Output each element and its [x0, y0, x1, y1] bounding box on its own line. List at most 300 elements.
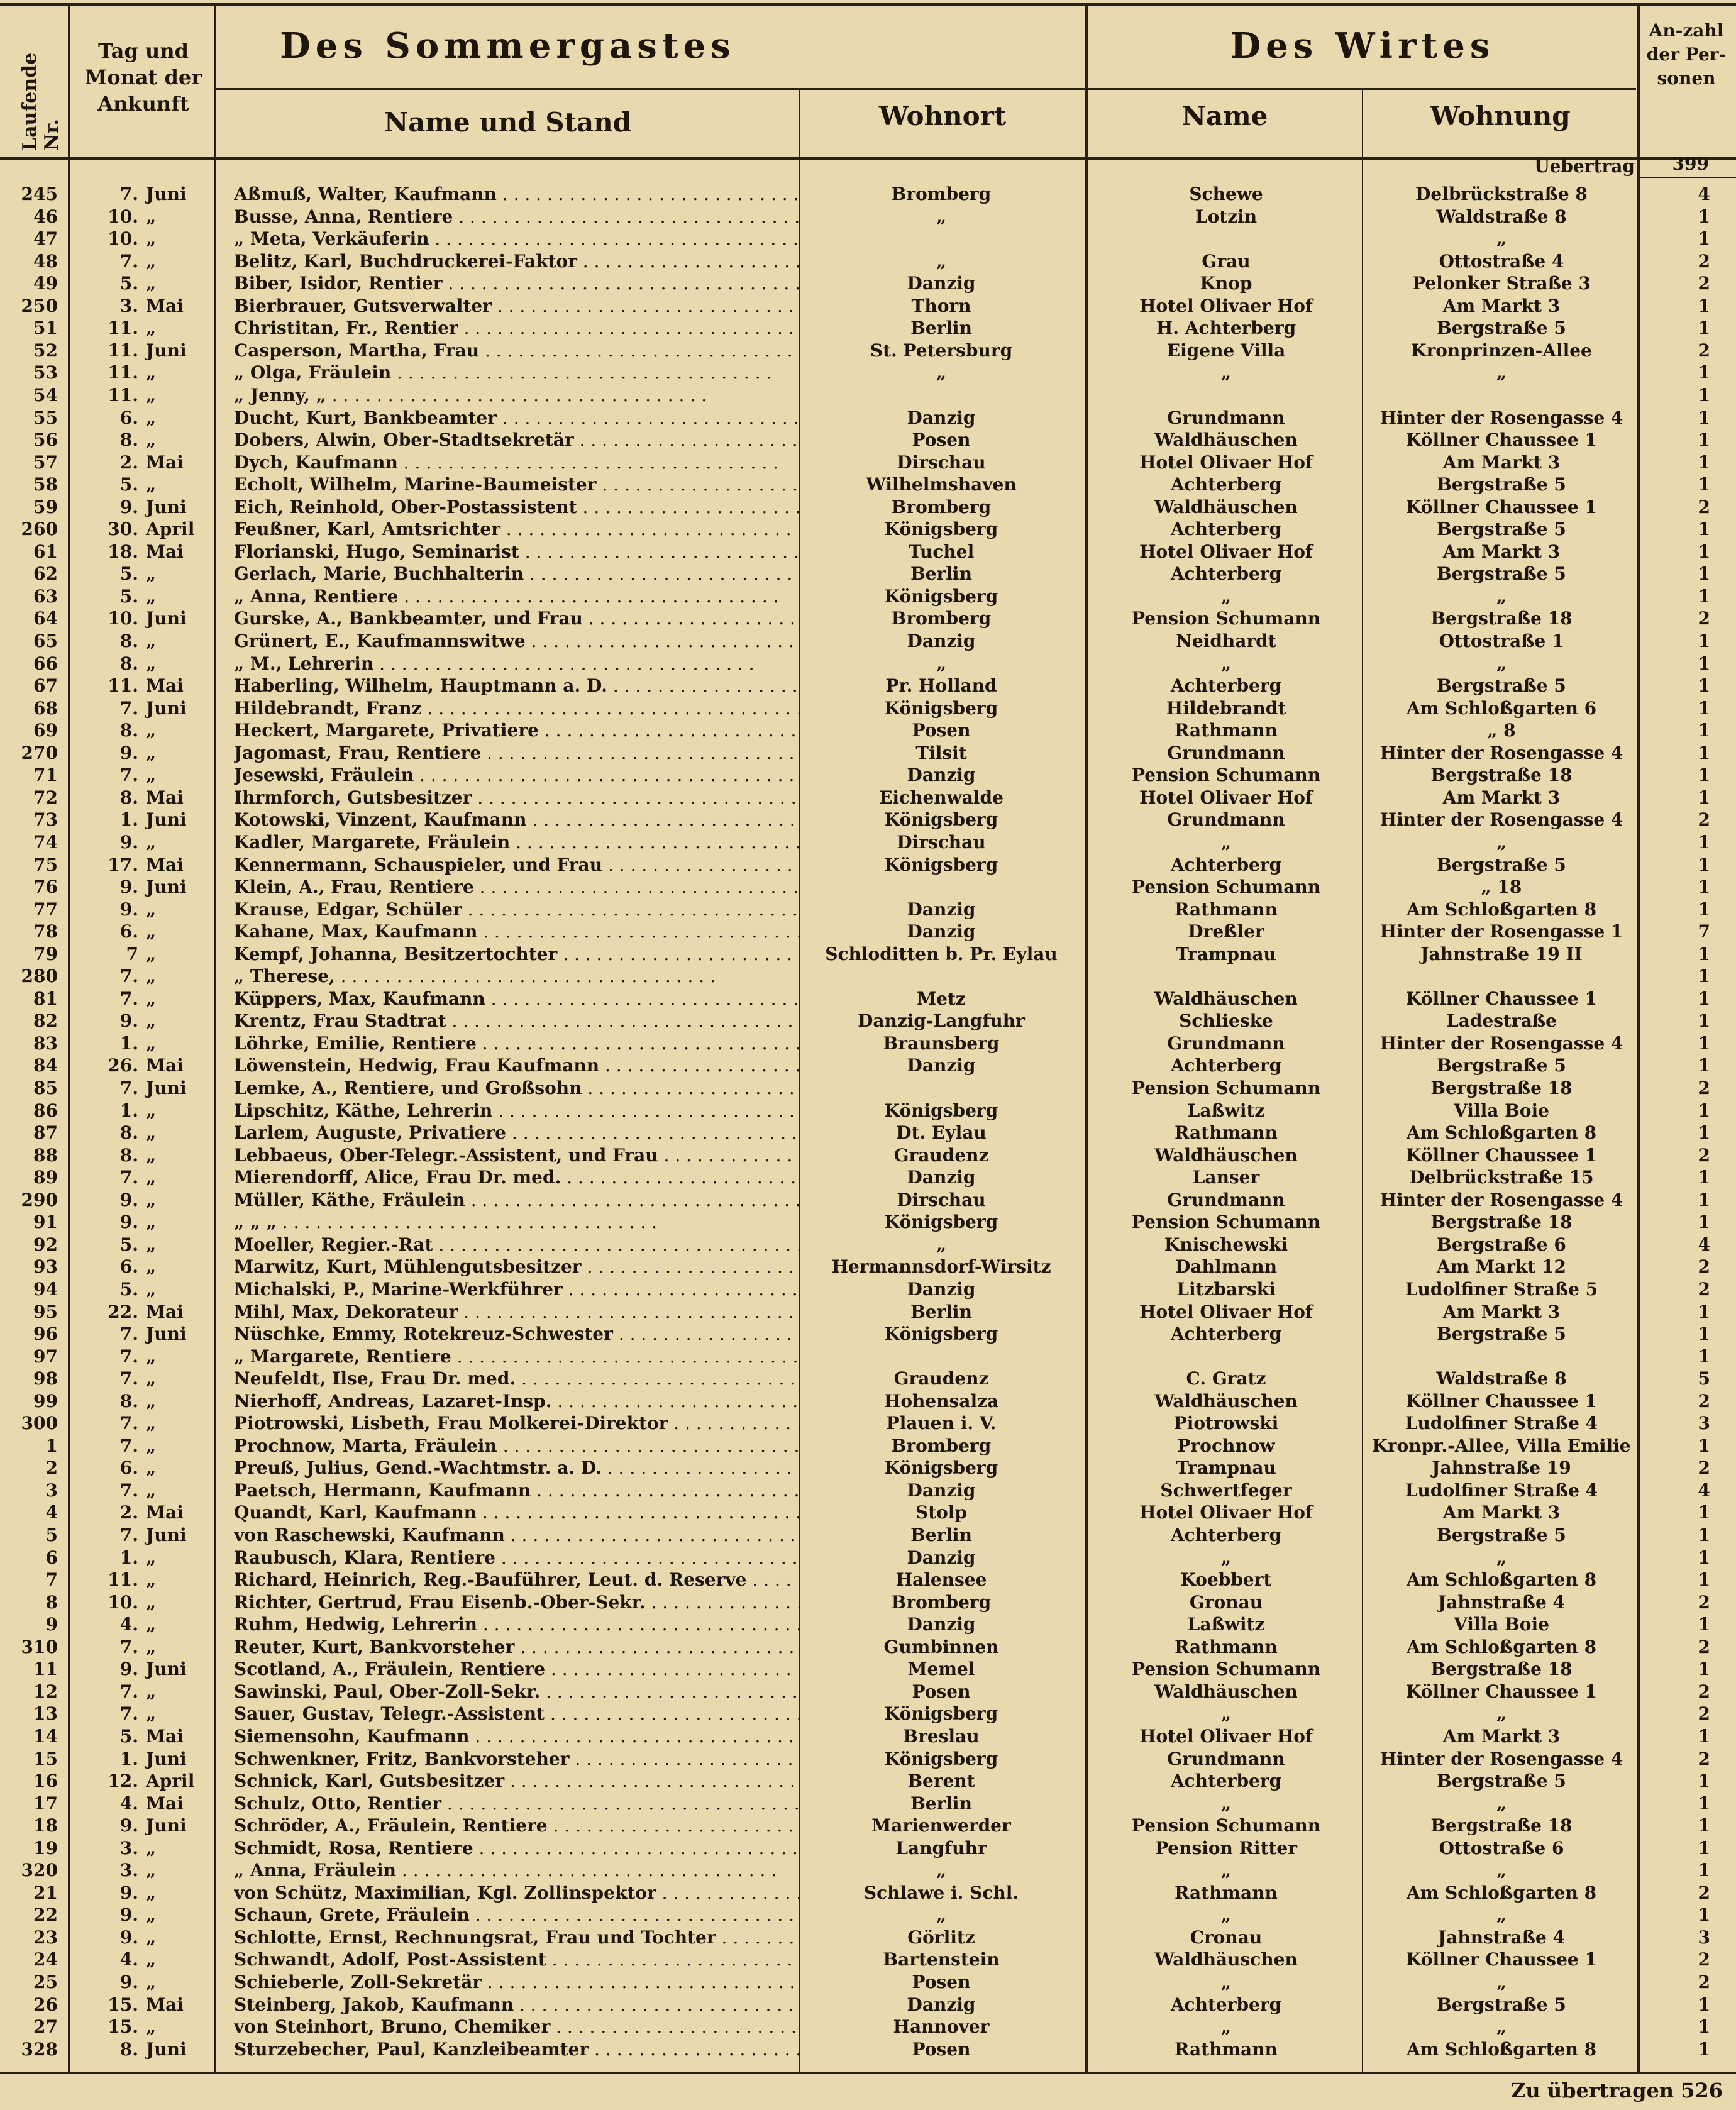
table-row — [0, 1703, 1736, 1725]
guest-residence: Tuchel — [908, 541, 975, 562]
arrival-day: 4. — [119, 1614, 138, 1635]
person-count: 1 — [1698, 1525, 1710, 1545]
host-name: Achterberg — [1170, 675, 1282, 697]
table-row — [0, 1367, 1736, 1389]
person-count: 1 — [1698, 1435, 1710, 1456]
arrival-month: „ — [146, 318, 157, 339]
guest-name: Busse, Anna, Rentiere . . . — [234, 206, 800, 228]
entry-number: 59 — [33, 496, 58, 517]
entry-number: 49 — [33, 273, 58, 294]
guest-residence: „ — [936, 206, 947, 227]
guest-residence: „ — [936, 250, 947, 272]
arrival-day: 6. — [119, 921, 138, 942]
guest-name: Gerlach, Marie, Buchhalterin . . . — [234, 563, 800, 585]
arrival-day: 7. — [119, 1345, 138, 1367]
host-name: Achterberg — [1170, 1055, 1282, 1076]
person-count: 1 — [1698, 742, 1710, 763]
carry-label: Uebertrag — [1534, 156, 1635, 177]
guest-residence: Bromberg — [891, 184, 992, 204]
arrival-month: „ — [146, 1547, 157, 1568]
arrival-day: 5. — [119, 1278, 138, 1300]
entry-number: 15 — [33, 1748, 58, 1769]
guest-residence: Schloditten b. Pr. Eylau — [825, 943, 1058, 964]
arrival-day: 6. — [119, 407, 138, 428]
entry-number: 84 — [33, 1055, 58, 1076]
table-row — [0, 831, 1736, 853]
table-row — [0, 2016, 1736, 2038]
host-name: Grundmann — [1167, 1189, 1285, 1210]
host-address: Am Markt 3 — [1442, 1301, 1561, 1322]
arrival-day: 15. — [108, 1994, 138, 2015]
person-count: 1 — [1698, 2016, 1710, 2038]
host-name: Waldhäuschen — [1154, 429, 1298, 451]
person-count: 1 — [1698, 854, 1710, 875]
host-address: Bergstraße 5 — [1437, 1055, 1566, 1076]
entry-number: 64 — [33, 608, 58, 629]
guest-name: Bierbrauer, Gutsverwalter . . . — [234, 295, 800, 317]
guest-residence: Berlin — [910, 1525, 972, 1545]
arrival-day: 8. — [119, 2038, 138, 2060]
guest-name: Aßmuß, Walter, Kaufmann . . . — [234, 183, 800, 205]
arrival-day: 22. — [108, 1301, 138, 1322]
table-row — [0, 1032, 1736, 1054]
person-count: 4 — [1698, 1234, 1710, 1255]
guest-residence: Eichenwalde — [879, 787, 1003, 808]
guest-residence: Danzig — [907, 631, 976, 651]
host-name: Rathmann — [1175, 720, 1278, 741]
entry-number: 25 — [33, 1972, 58, 1992]
table-row — [0, 1122, 1736, 1144]
entry-number: 83 — [33, 1032, 58, 1054]
arrival-month: Mai — [146, 1502, 184, 1523]
guest-residence: Danzig-Langfuhr — [858, 1010, 1025, 1032]
guest-name: Neufeldt, Ilse, Frau Dr. med. . . . — [234, 1367, 800, 1389]
bottom-rule — [0, 2072, 1736, 2074]
arrival-day: 7. — [119, 1413, 138, 1434]
table-row — [0, 1524, 1736, 1546]
entry-number: 18 — [33, 1815, 58, 1837]
guest-residence: Bartenstein — [883, 1949, 1000, 1970]
guest-name: Michalski, P., Marine-Werkführer . . . — [234, 1278, 800, 1300]
guest-residence: Danzig — [907, 765, 976, 786]
arrival-month: „ — [146, 1278, 157, 1300]
header-wohnung: Wohnung — [1430, 101, 1571, 131]
guest-name: Casperson, Martha, Frau . . . — [234, 340, 800, 362]
arrival-day: 10. — [108, 608, 138, 629]
guest-name: „ Jenny, „ . . . — [234, 384, 800, 406]
guest-name: Steinberg, Jakob, Kaufmann . . . — [234, 1994, 800, 2016]
person-count: 1 — [1698, 1189, 1710, 1210]
entry-number: 8 — [45, 1591, 58, 1613]
guest-name: Grünert, E., Kaufmannswitwe . . . — [234, 630, 800, 652]
table-row — [0, 1904, 1736, 1926]
footer-total: Zu übertragen 526 — [1511, 2079, 1723, 2102]
arrival-day: 2. — [119, 451, 138, 473]
arrival-month: „ — [146, 921, 157, 942]
entry-number: 260 — [21, 519, 58, 540]
guest-name: Schaun, Grete, Fräulein . . . — [234, 1904, 800, 1926]
header-laufende-nr: Laufende Nr. — [19, 52, 63, 151]
table-row — [0, 473, 1736, 495]
arrival-day: 8. — [119, 429, 138, 451]
arrival-day: 1. — [119, 1547, 138, 1568]
host-address: Am Markt 3 — [1442, 787, 1561, 808]
entry-number: 89 — [33, 1167, 58, 1188]
guest-name: Larlem, Auguste, Privatiere . . . — [234, 1122, 800, 1144]
arrival-month: „ — [146, 585, 157, 607]
host-address: „ 18 — [1481, 876, 1522, 898]
person-count: 1 — [1698, 1323, 1710, 1345]
host-address: Hinter der Rosengasse 4 — [1379, 809, 1623, 831]
host-name: „ — [1220, 2016, 1232, 2038]
guest-name: Sauer, Gustav, Telegr.-Assistent . . . — [234, 1703, 800, 1725]
entry-number: 55 — [33, 407, 58, 428]
arrival-month: April — [146, 1770, 195, 1792]
guest-name: Küppers, Max, Kaufmann . . . — [234, 988, 800, 1010]
guest-residence: Dt. Eylau — [896, 1122, 987, 1144]
arrival-day: 7. — [119, 250, 138, 272]
arrival-month: „ — [146, 250, 157, 272]
arrival-month: Juni — [146, 1323, 187, 1345]
table-row — [0, 1814, 1736, 1837]
entry-number: 71 — [33, 765, 58, 786]
person-count: 2 — [1698, 1636, 1710, 1657]
entry-number: 92 — [33, 1234, 58, 1255]
person-count: 2 — [1698, 340, 1710, 361]
person-count: 1 — [1698, 697, 1710, 719]
arrival-day: 7. — [119, 1525, 138, 1545]
host-address: Hinter der Rosengasse 4 — [1379, 1189, 1623, 1210]
person-count: 2 — [1698, 1390, 1710, 1411]
guest-residence: Königsberg — [884, 585, 998, 607]
person-count: 1 — [1698, 228, 1710, 250]
arrival-day: 5. — [119, 1725, 138, 1747]
person-count: 2 — [1698, 1078, 1710, 1098]
person-count: 1 — [1698, 787, 1710, 808]
table-row — [0, 920, 1736, 942]
host-address: Am Schloßgarten 8 — [1406, 898, 1597, 920]
entry-number: 245 — [21, 184, 58, 204]
entry-number: 63 — [33, 585, 58, 607]
entry-number: 48 — [33, 250, 58, 272]
host-address: Waldstraße 8 — [1436, 1368, 1567, 1389]
guest-residence: Graudenz — [893, 1144, 989, 1166]
arrival-month: „ — [146, 1234, 157, 1255]
arrival-month: Mai — [146, 541, 184, 562]
person-count: 2 — [1698, 1703, 1710, 1725]
arrival-month: „ — [146, 1636, 157, 1657]
person-count: 1 — [1698, 1122, 1710, 1144]
guest-name: Klein, A., Frau, Rentiere . . . — [234, 876, 800, 898]
table-row — [0, 1681, 1736, 1703]
host-name: Knischewski — [1164, 1234, 1288, 1255]
table-row — [0, 2038, 1736, 2060]
guest-residence: Königsberg — [884, 854, 998, 875]
arrival-month: Juni — [146, 496, 187, 517]
entry-number: 85 — [33, 1078, 58, 1098]
arrival-month: „ — [146, 720, 157, 741]
entry-number: 67 — [33, 675, 58, 697]
host-address: „ — [1496, 1860, 1507, 1881]
arrival-day: 8. — [119, 653, 138, 674]
host-address: Bergstraße 18 — [1430, 1212, 1573, 1233]
host-name: Trampnau — [1176, 1457, 1276, 1479]
person-count: 1 — [1698, 1792, 1710, 1814]
guest-residence: Thorn — [911, 295, 971, 316]
entry-number: 81 — [33, 988, 58, 1009]
guest-residence: „ — [936, 1234, 947, 1255]
guest-name: Moeller, Regier.-Rat . . . — [234, 1234, 800, 1256]
person-count: 2 — [1698, 1256, 1710, 1278]
table-row — [0, 228, 1736, 250]
person-count: 1 — [1698, 898, 1710, 920]
host-name: Rathmann — [1175, 1636, 1278, 1657]
table-row — [0, 1390, 1736, 1412]
person-count: 2 — [1698, 1882, 1710, 1903]
arrival-month: Juni — [146, 697, 187, 719]
host-address: Ottostraße 4 — [1439, 250, 1564, 272]
arrival-month: Juni — [146, 608, 187, 629]
host-address: Am Markt 3 — [1442, 1502, 1561, 1523]
host-address: Am Schloßgarten 6 — [1406, 697, 1597, 719]
guest-name: Ruhm, Hedwig, Lehrerin . . . — [234, 1613, 800, 1635]
arrival-day: 1. — [119, 1032, 138, 1054]
host-name: Pension Schumann — [1131, 876, 1321, 898]
entry-number: 23 — [33, 1926, 58, 1948]
entry-number: 26 — [33, 1994, 58, 2015]
table-row — [0, 407, 1736, 429]
person-count: 3 — [1698, 1413, 1710, 1434]
person-count: 2 — [1698, 273, 1710, 294]
guest-name: Schwenkner, Fritz, Bankvorsteher . . . — [234, 1748, 800, 1770]
person-count: 2 — [1698, 1144, 1710, 1166]
guest-residence: Berent — [907, 1770, 975, 1792]
host-name: Neidhardt — [1176, 631, 1276, 651]
table-row — [0, 272, 1736, 294]
guest-residence: Königsberg — [884, 1323, 998, 1345]
host-address: Delbrückstraße 15 — [1409, 1167, 1594, 1188]
table-row — [0, 943, 1736, 965]
guest-residence: Danzig — [907, 1479, 976, 1501]
person-count: 2 — [1698, 1748, 1710, 1769]
host-name: Pension Schumann — [1131, 765, 1321, 786]
table-row — [0, 607, 1736, 629]
arrival-month: Juni — [146, 1078, 187, 1098]
host-name: H. Achterberg — [1156, 318, 1296, 339]
arrival-month: Juni — [146, 1748, 187, 1769]
table-row — [0, 1971, 1736, 1993]
person-count: 1 — [1698, 1837, 1710, 1859]
person-count: 1 — [1698, 653, 1710, 674]
arrival-month: „ — [146, 206, 157, 227]
arrival-month: „ — [146, 765, 157, 786]
host-address: „ — [1496, 585, 1507, 607]
arrival-month: „ — [146, 563, 157, 585]
person-count: 1 — [1698, 1345, 1710, 1367]
entry-number: 6 — [45, 1547, 58, 1568]
arrival-month: „ — [146, 1681, 157, 1702]
arrival-month: „ — [146, 1212, 157, 1233]
guest-residence: Dirschau — [897, 1189, 986, 1210]
guest-residence: Danzig — [907, 1614, 976, 1635]
arrival-month: „ — [146, 429, 157, 451]
guest-residence: Posen — [912, 429, 971, 451]
entry-number: 11 — [33, 1659, 58, 1680]
host-name: „ — [1220, 1703, 1232, 1725]
table-row — [0, 1211, 1736, 1233]
guest-name: Feußner, Karl, Amtsrichter . . . — [234, 518, 800, 540]
guest-name: Raubusch, Klara, Rentiere . . . — [234, 1547, 800, 1569]
host-name: Schwertfeger — [1160, 1479, 1292, 1501]
host-address: „ — [1496, 362, 1507, 384]
guest-residence: Danzig — [907, 921, 976, 942]
host-name: Pension Schumann — [1131, 608, 1321, 629]
host-address: Ottostraße 6 — [1439, 1837, 1564, 1859]
guest-residence: Görlitz — [907, 1926, 975, 1948]
arrival-day: 4. — [119, 1792, 138, 1814]
host-address: Am Markt 3 — [1442, 451, 1561, 473]
guest-residence: Danzig — [907, 1055, 976, 1076]
person-count: 1 — [1698, 563, 1710, 585]
arrival-day: 7. — [119, 1636, 138, 1657]
guest-residence: Stolp — [915, 1502, 968, 1523]
guest-name: „ Therese, . . . — [234, 965, 800, 987]
host-address: Köllner Chaussee 1 — [1406, 1390, 1597, 1411]
arrival-month: Mai — [146, 787, 184, 808]
arrival-month: Mai — [146, 295, 184, 316]
table-row — [0, 697, 1736, 719]
host-address: Bergstraße 18 — [1430, 1659, 1573, 1680]
arrival-month: „ — [146, 1435, 157, 1456]
table-row — [0, 206, 1736, 228]
arrival-day: 9. — [119, 1189, 138, 1210]
entry-number: 310 — [21, 1636, 58, 1657]
guest-residence: St. Petersburg — [870, 340, 1013, 361]
entry-number: 5 — [45, 1525, 58, 1545]
guest-residence: Halensee — [895, 1569, 987, 1591]
table-row — [0, 250, 1736, 272]
person-count: 1 — [1698, 407, 1710, 428]
entry-number: 95 — [33, 1301, 58, 1322]
arrival-month: „ — [146, 1413, 157, 1434]
guest-name: Preuß, Julius, Gend.-Wachtmstr. a. D. . . . — [234, 1457, 800, 1479]
guest-residence: Königsberg — [884, 697, 998, 719]
table-row — [0, 451, 1736, 473]
arrival-day: 9. — [119, 496, 138, 517]
entry-number: 69 — [33, 720, 58, 741]
host-name: Laßwitz — [1187, 1614, 1265, 1635]
arrival-day: 11. — [108, 362, 138, 384]
arrival-day: 11. — [108, 384, 138, 406]
entry-number: 53 — [33, 362, 58, 384]
guest-residence: Danzig — [907, 273, 976, 294]
table-row — [0, 1077, 1736, 1099]
table-row — [0, 1234, 1736, 1256]
host-name: Pension Schumann — [1131, 1212, 1321, 1233]
guest-name: Ihrmforch, Gutsbesitzer . . . — [234, 787, 800, 809]
table-row — [0, 1725, 1736, 1747]
host-name: Grundmann — [1167, 407, 1285, 428]
guest-name: Marwitz, Kurt, Mühlengutsbesitzer . . . — [234, 1256, 800, 1278]
host-address: „ — [1496, 228, 1507, 250]
person-count: 1 — [1698, 720, 1710, 741]
arrival-month: „ — [146, 1345, 157, 1367]
table-row — [0, 1256, 1736, 1278]
guest-name: Schnick, Karl, Gutsbesitzer . . . — [234, 1770, 800, 1792]
host-address: Köllner Chaussee 1 — [1406, 496, 1597, 517]
host-address: Am Schloßgarten 8 — [1406, 1122, 1597, 1144]
arrival-month: „ — [146, 1949, 157, 1970]
arrival-month: „ — [146, 384, 157, 406]
arrival-month: „ — [146, 1167, 157, 1188]
subheader-rule — [214, 88, 1636, 90]
table-row — [0, 1323, 1736, 1345]
host-address: „ 8 — [1487, 720, 1516, 741]
person-count: 1 — [1698, 675, 1710, 697]
table-row — [0, 496, 1736, 518]
entry-number: 19 — [33, 1837, 58, 1859]
table-row — [0, 1345, 1736, 1367]
person-count: 1 — [1698, 631, 1710, 651]
person-count: 2 — [1698, 1591, 1710, 1613]
arrival-month: „ — [146, 966, 157, 987]
person-count: 1 — [1698, 318, 1710, 339]
table-row — [0, 742, 1736, 764]
arrival-month: „ — [146, 1479, 157, 1501]
guest-name: Schwandt, Adolf, Post-Assistent . . . — [234, 1948, 800, 1970]
host-address: Am Markt 3 — [1442, 541, 1561, 562]
arrival-month: Juni — [146, 1659, 187, 1680]
arrival-month: „ — [146, 1122, 157, 1144]
arrival-month: „ — [146, 1614, 157, 1635]
arrival-day: 17. — [108, 854, 138, 875]
guest-name: Kadler, Margarete, Fräulein . . . — [234, 831, 800, 853]
person-count: 1 — [1698, 384, 1710, 406]
host-address: Ludolfiner Straße 5 — [1405, 1278, 1598, 1300]
person-count: 3 — [1698, 1926, 1710, 1948]
host-name: Waldhäuschen — [1154, 1681, 1298, 1702]
guest-name: Krause, Edgar, Schüler . . . — [234, 898, 800, 920]
host-address: Kronprinzen-Allee — [1411, 340, 1592, 361]
arrival-month: „ — [146, 1010, 157, 1032]
guest-residence: Posen — [912, 2038, 971, 2060]
host-name: Trampnau — [1176, 943, 1276, 964]
host-address: Jahnstraße 4 — [1437, 1926, 1565, 1948]
table-row — [0, 1435, 1736, 1457]
guest-name: Hildebrandt, Franz . . . — [234, 697, 800, 719]
arrival-month: „ — [146, 943, 157, 964]
table-row — [0, 1636, 1736, 1658]
table-row — [0, 183, 1736, 205]
entry-number: 27 — [33, 2016, 58, 2038]
entry-number: 82 — [33, 1010, 58, 1032]
host-name: „ — [1220, 1547, 1232, 1568]
guest-residence: Bromberg — [891, 496, 992, 517]
guest-residence: Braunsberg — [883, 1032, 1000, 1054]
arrival-month: „ — [146, 474, 157, 495]
arrival-month: „ — [146, 631, 157, 651]
entry-number: 22 — [33, 1904, 58, 1926]
arrival-day: 9. — [119, 1882, 138, 1903]
header-anzahl: An-zahl der Per-sonen — [1646, 20, 1727, 89]
table-row — [0, 317, 1736, 339]
host-name: Piotrowski — [1173, 1413, 1279, 1434]
arrival-month: Mai — [146, 1055, 184, 1076]
guest-residence: Plauen i. V. — [886, 1413, 997, 1434]
host-name: Cronau — [1190, 1926, 1263, 1948]
arrival-day: 9. — [119, 831, 138, 853]
host-address: Bergstraße 5 — [1437, 675, 1566, 697]
